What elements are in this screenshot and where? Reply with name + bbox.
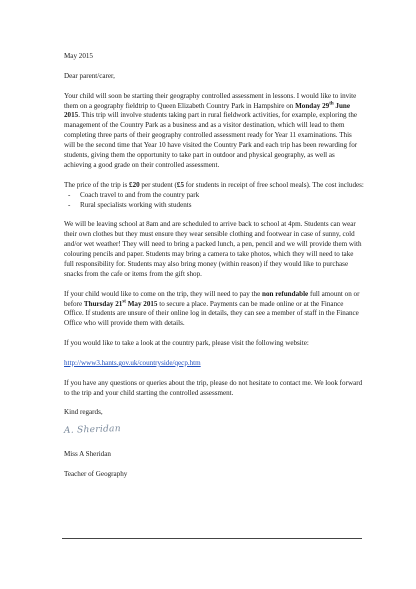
cost-item: - Coach travel to and from the country park bbox=[64, 191, 364, 201]
payment-text-a: If your child would like to come on the trip, they will need to pay the bbox=[64, 289, 262, 298]
trip-date-suffix: th bbox=[329, 101, 334, 107]
payment-text-b: full amount on or before bbox=[64, 289, 360, 308]
letter-body bbox=[64, 52, 364, 490]
deadline-day: Thursday 21 bbox=[83, 299, 123, 308]
sender-name: Miss A Sheridan bbox=[64, 450, 111, 459]
deadline-suffix: st bbox=[122, 299, 126, 305]
cost-item: - Rural specialists working with students bbox=[64, 201, 364, 211]
paragraph-price bbox=[64, 181, 364, 191]
deadline-month-year: May 2015 bbox=[125, 299, 158, 308]
non-refundable: non refundable bbox=[262, 289, 309, 298]
signature-image bbox=[64, 422, 364, 444]
payment-text-c: to secure a place. Payments can be made online or at the Finance Office. If students are unsure of their online log in details, they can see a member of staff in the Finance Office who will provide them with details. bbox=[64, 299, 359, 328]
price-text-a: The price of the trip is bbox=[64, 180, 130, 189]
paragraph-website: If you would like to take a look at the country park, please visit the following website: bbox=[64, 339, 309, 348]
invitation-text-b: . This trip will involve students taking part in rural fieldwork activities, for example, exploring the management of the Country Park as a business and as a visitor destination, which will lead to them completing three parts of their geography controlled assessment ready for Year 11 examinations. This will be the second time that Year 10 have visited the Country Park and each trip has been rewarding for students, giving them the opportunity to take part in outdoor and physical geography, as well as achieving a good grade on their controlled assessment. bbox=[64, 111, 358, 169]
price-text-b: per student ( bbox=[139, 180, 177, 189]
website-link-line bbox=[64, 359, 364, 369]
signature-script: A. Sheridan bbox=[63, 424, 122, 437]
paragraph-logistics: We will be leaving school at 8am and are scheduled to arrive back to school at 4pm. Students can wear their own clothes but they must ensure they wear sensible clothing and footwear in case of sunny, cold and/or wet weather! They will need to bring a packed lunch, a pen, pencil and we will provide them with colouring pencils and paper. Students may bring a camera to take photos, which they will need to take full responsibility for. Students may also bring money (within reason) if they would like to purchase snacks from the cafe or items from the gift shop. bbox=[64, 220, 362, 278]
trip-price: £20 bbox=[129, 180, 140, 189]
salutation: Dear parent/carer, bbox=[64, 71, 115, 80]
sender-role: Teacher of Geography bbox=[64, 470, 128, 479]
invitation-text-a: Your child will soon be starting their geography controlled assessment in lessons. I would like to invite them on a geography fieldtrip to Queen Elizabeth Country Park in Hampshire on bbox=[64, 91, 357, 110]
trip-date-month-year: June 2015 bbox=[64, 101, 350, 120]
trip-date-day: Monday 29 bbox=[295, 101, 330, 110]
price-text-c: for students in receipt of free school meals). The cost includes: bbox=[183, 180, 364, 189]
website-link[interactable]: http://www3.hants.gov.uk/countryside/qecp.htm bbox=[64, 358, 201, 367]
paragraph-payment bbox=[64, 290, 364, 330]
letter-date: May 2015 bbox=[64, 52, 93, 60]
paragraph-invitation bbox=[64, 92, 364, 171]
closing: Kind regards, bbox=[64, 408, 103, 417]
reduced-price: £5 bbox=[176, 180, 184, 189]
paragraph-contact: If you have any questions or queries about the trip, please do not hesitate to contact me. We look forward to the trip and your child starting the controlled assessment. bbox=[64, 378, 363, 397]
payment-deadline bbox=[84, 300, 158, 308]
footer-divider bbox=[62, 538, 362, 539]
cost-list bbox=[64, 191, 364, 211]
